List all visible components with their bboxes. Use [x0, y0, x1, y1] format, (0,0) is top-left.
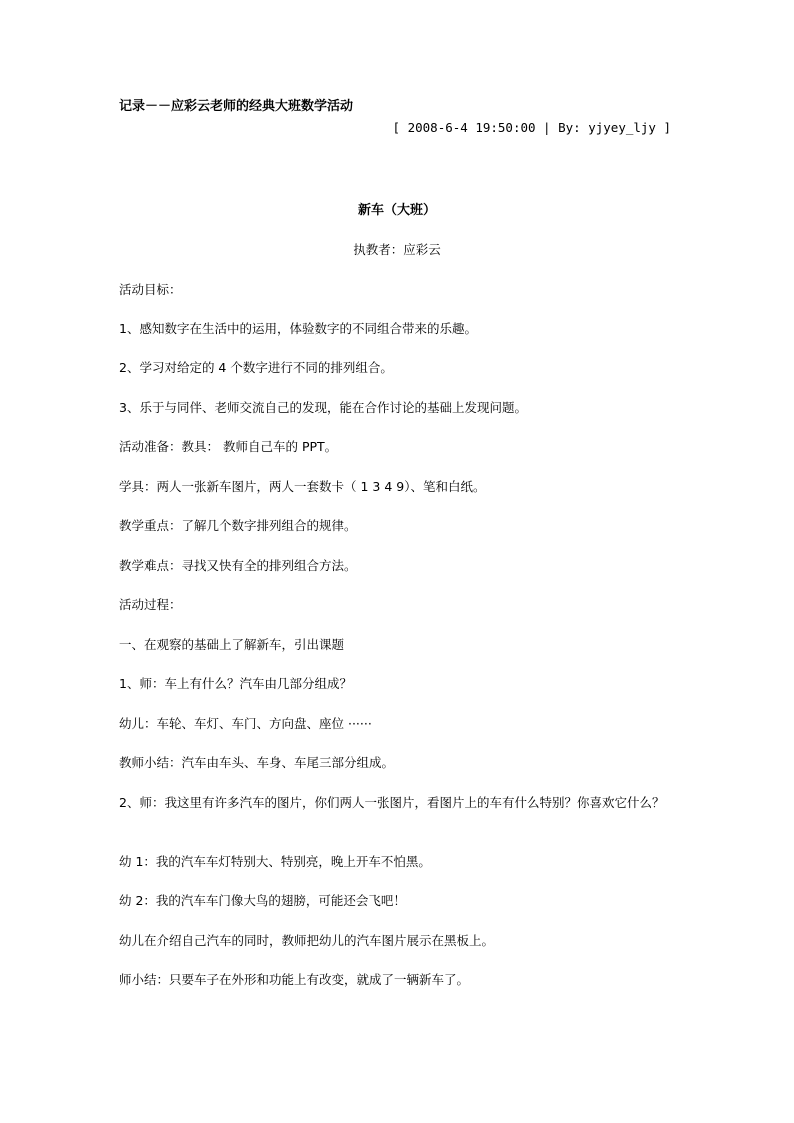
- paragraph-child-2: 幼 2：我的汽车车门像大鸟的翅膀，可能还会飞吧！: [119, 893, 406, 908]
- paragraph-goal-3: 3、乐于与同伴、老师交流自己的发现，能在合作讨论的基础上发现问题。: [119, 400, 527, 415]
- paragraph-teacher-summary-2: 师小结：只要车子在外形和功能上有改变，就成了一辆新车了。: [119, 972, 470, 987]
- paragraph-child-answer-1: 幼儿：车轮、车灯、车门、方向盘、座位 ······: [119, 716, 372, 731]
- paragraph-teacher-question-1: 1、师：车上有什么？汽车由几部分组成？: [119, 676, 352, 691]
- paragraph-goal-1: 1、感知数字在生活中的运用，体验数字的不同组合带来的乐趣。: [119, 321, 477, 336]
- paragraph-teacher-summary-1: 教师小结：汽车由车头、车身、车尾三部分组成。: [119, 755, 395, 770]
- paragraph-display-note: 幼儿在介绍自己汽车的同时，教师把幼儿的汽车图片展示在黑板上。: [119, 933, 495, 948]
- paragraph-key-point: 教学重点：了解几个数字排列组合的规律。: [119, 518, 357, 533]
- paragraph-child-1: 幼 1：我的汽车车灯特别大、特别亮，晚上开车不怕黑。: [119, 854, 431, 869]
- paragraph-materials: 学具：两人一张新车图片，两人一套数卡（ 1 3 4 9）、笔和白纸。: [119, 479, 486, 494]
- paragraph-teacher-question-2: 2、师：我这里有许多汽车的图片，你们两人一张图片，看图片上的车有什么特别？你喜欢它什么？: [119, 795, 665, 810]
- paragraph-goal-2: 2、学习对给定的 4 个数字进行不同的排列组合。: [119, 360, 393, 375]
- paragraph-process-heading: 活动过程：: [119, 597, 182, 612]
- post-meta: [ 2008-6-4 19:50:00 | By: yjyey_ljy ]: [392, 120, 671, 135]
- paragraph-goals-heading: 活动目标：: [119, 282, 182, 297]
- paragraph-preparation: 活动准备：教具： 教师自己车的 PPT。: [119, 439, 338, 454]
- post-title: 记录－－应彩云老师的经典大班数学活动: [119, 99, 354, 114]
- lesson-title: 新车（大班）: [357, 203, 436, 218]
- paragraph-step-1-heading: 一、在观察的基础上了解新车，引出课题: [119, 637, 345, 652]
- lesson-teacher: 执教者：应彩云: [353, 242, 441, 257]
- paragraph-difficulty: 教学难点：寻找又快有全的排列组合方法。: [119, 558, 357, 573]
